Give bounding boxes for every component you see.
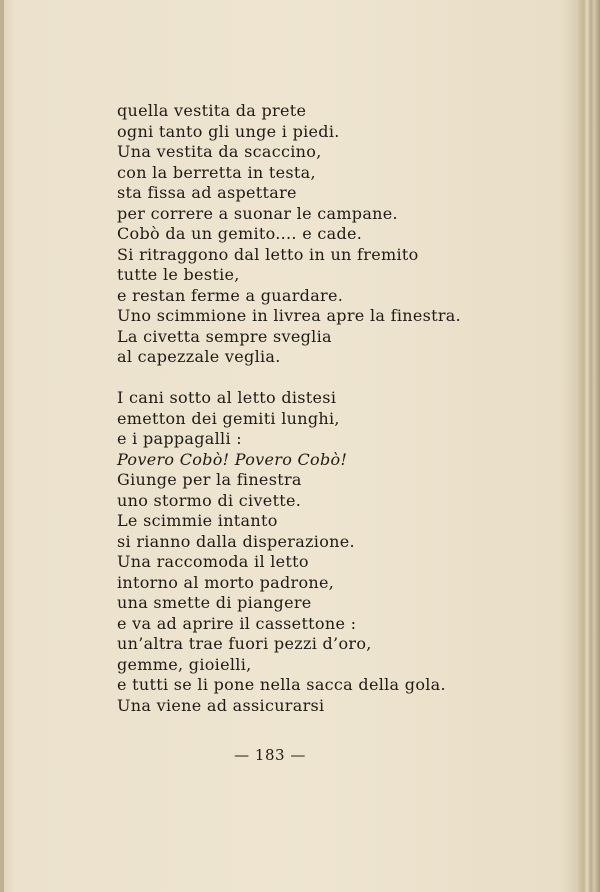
poem-text: [117, 101, 461, 716]
poem-line: uno stormo di civette.: [117, 490, 302, 510]
poem-line: I cani sotto al letto distesi: [117, 388, 337, 407]
poem-line: tutte le bestie,: [117, 265, 240, 284]
poem-line: Giunge per la finestra: [117, 470, 302, 489]
poem-line: e restan ferme a guardare.: [117, 285, 344, 305]
poem-line: per correre a suonar le campane.: [117, 203, 398, 223]
poem-line: gemme, gioielli,: [117, 654, 252, 674]
poem-line: Si ritraggono dal letto in un fremito: [117, 244, 419, 264]
poem-line: Una raccomoda il letto: [117, 552, 309, 571]
poem-line: Uno scimmione in livrea apre la finestra.: [117, 306, 462, 325]
poem-line: emetton dei gemiti lunghi,: [117, 408, 340, 428]
stanza-break: [117, 368, 461, 389]
poem-line: si rianno dalla disperazione.: [117, 531, 355, 551]
poem-line: La civetta sempre sveglia: [117, 326, 332, 346]
poem-line: Una viene ad assicurarsi: [117, 695, 325, 715]
poem-line-italic: Povero Cobò! Povero Cobò!: [117, 449, 348, 469]
poem-line: una smette di piangere: [117, 593, 312, 612]
poem-line: Una vestita da scaccino,: [117, 142, 322, 161]
poem-line: quella vestita da prete: [117, 101, 307, 120]
poem-line: intorno al morto padrone,: [117, 572, 335, 592]
poem-line: ogni tanto gli unge i piedi.: [117, 121, 340, 141]
poem-line: al capezzale veglia.: [117, 347, 281, 366]
poem-line: con la berretta in testa,: [117, 162, 316, 182]
poem-line: e tutti se li pone nella sacca della gola.: [117, 675, 446, 694]
poem-line: Cobò da un gemito.... e cade.: [117, 224, 363, 243]
poem-line: sta fissa ad aspettare: [117, 183, 297, 202]
poem-line: Le scimmie intanto: [117, 511, 278, 530]
page-number: — 183 —: [234, 746, 306, 764]
poem-line: e va ad aprire il cassettone :: [117, 613, 357, 633]
page-edge: [578, 0, 600, 892]
poem-line: un’altra trae fuori pezzi d’oro,: [117, 634, 372, 653]
poem-line: e i pappagalli :: [117, 429, 242, 448]
